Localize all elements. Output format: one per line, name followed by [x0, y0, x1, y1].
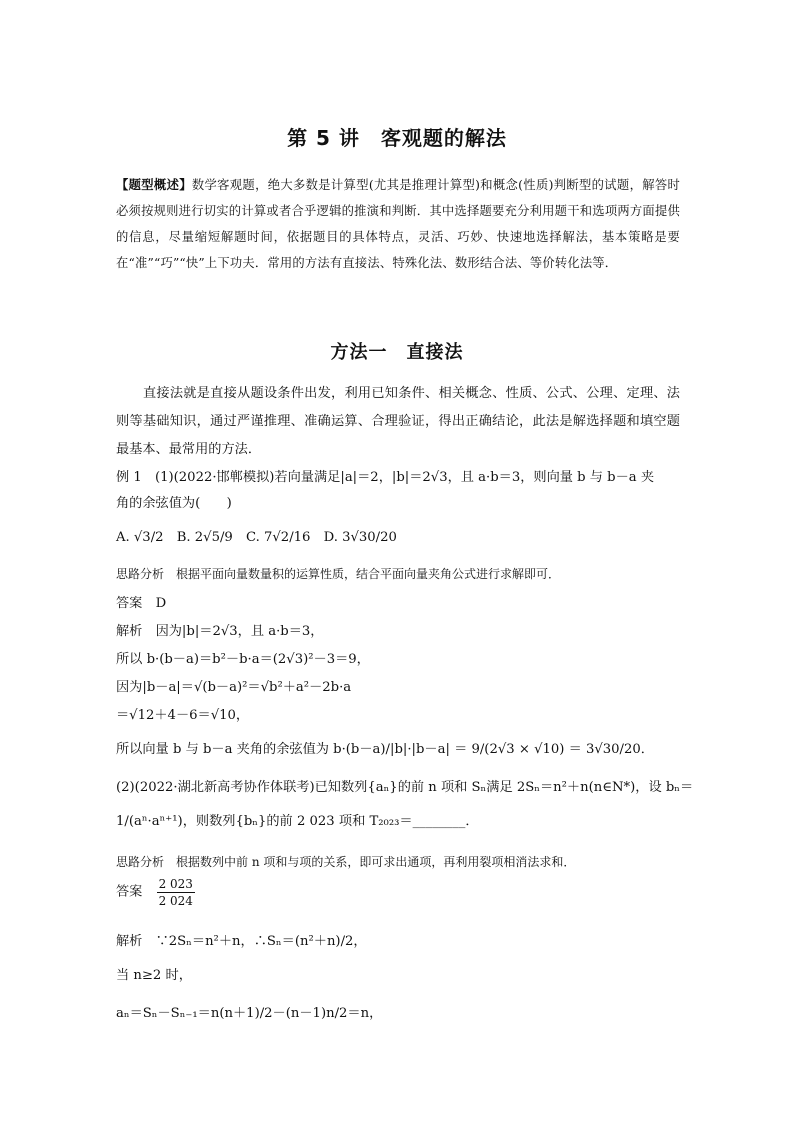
example1-solution-line4: ＝√12＋4－6＝√10， — [116, 708, 250, 723]
solution-label: 解析 — [116, 934, 143, 949]
page-title: 第 5 讲 客观题的解法 — [287, 126, 507, 150]
solution-label: 解析 — [116, 624, 143, 639]
example1-solution-line2: 所以 b·(b－a)＝b²－b·a＝(2√3)²－3＝9， — [116, 652, 370, 667]
example2-solution-line1 — [116, 932, 367, 952]
example1-prefix: 例 1 (1)(2022·邯郸模拟)若向量 — [116, 470, 314, 485]
answer-label: 答案 — [116, 884, 143, 900]
analysis-label: 思路分析 — [116, 567, 165, 581]
example1-options: A. √3/2 B. 2√5/9 C. 7√2/16 D. 3√30/20 — [116, 530, 397, 545]
example1-question-line1 — [116, 468, 654, 488]
example1-condition: 满足|a|＝2，|b|＝2√3，且 a·b＝3，则向量 b 与 b－a 夹 — [314, 470, 655, 485]
answer-value: D — [155, 596, 167, 611]
example2-solution-line2: 当 n≥2 时， — [116, 968, 192, 983]
answer-label: 答案 — [116, 596, 143, 611]
example1-solution-line1 — [116, 622, 323, 642]
overview-label: 【题型概述】 — [116, 178, 192, 192]
analysis-text: 根据数列中前 n 项和与项的关系，即可求出通项，再利用裂项相消法求和． — [176, 855, 576, 869]
example1-solution-line5: 所以向量 b 与 b－a 夹角的余弦值为 b·(b－a)/|b|·|b－a| ＝ 9/(2√3 × √10) ＝ 3√30/20． — [116, 742, 654, 757]
solution-text: ∵2Sₙ＝n²＋n，∴Sₙ＝(n²＋n)/2， — [155, 934, 367, 949]
analysis-text: 根据平面向量数量积的运算性质，结合平面向量夹角公式进行求解即可． — [176, 567, 561, 581]
answer-denominator: 2 024 — [158, 894, 193, 908]
section-heading: 方法一 直接法 — [330, 342, 464, 363]
overview-text: 数学客观题，绝大多数是计算型(尤其是推理计算型)和概念(性质)判断型的试题，解答时必须按规则进行切实的计算或者合乎逻辑的推演和判断．其中选择题要充分利用题干和选项两方面提供的信息，尽量缩短解题时间，依据题目的具体特点，灵活、巧妙、快速地选择解法，基本策略是要在“准”“巧”“快”上下功夫．常用的方法有直接法、特殊化法、数形结合法、等价转化法等． — [116, 178, 680, 270]
solution-text: 因为|b|＝2√3，且 a·b＝3， — [155, 624, 324, 639]
example2-answer — [116, 876, 196, 909]
example1-analysis — [116, 564, 560, 584]
overview-paragraph — [116, 172, 680, 276]
example2-solution-line3: aₙ＝Sₙ－Sₙ₋₁＝n(n＋1)/2－(n－1)n/2＝n， — [116, 1006, 383, 1021]
example2-question-line1: (2)(2022·湖北新高考协作体联考)已知数列{aₙ}的前 n 项和 Sₙ满足 2Sₙ＝n²＋n(n∈N*)，设 bₙ＝ — [116, 780, 694, 795]
example1-question-line2: 角的余弦值为( ) — [116, 496, 232, 511]
answer-fraction — [157, 876, 195, 909]
analysis-label: 思路分析 — [116, 855, 165, 869]
example2-question-line2: 1/(aⁿ·aⁿ⁺¹)，则数列{bₙ}的前 2 023 项和 T₂₀₂₃＝________． — [116, 814, 479, 829]
answer-numerator: 2 023 — [158, 877, 193, 891]
intro-paragraph: 直接法就是直接从题设条件出发，利用已知条件、相关概念、性质、公式、公理、定理、法则等基础知识，通过严谨推理、准确运算、合理验证，得出正确结论，此法是解选择题和填空题最基本、最常用的方法． — [116, 386, 680, 457]
example1-answer — [116, 594, 166, 614]
example2-analysis — [116, 852, 575, 872]
example1-solution-line3: 因为|b－a|＝√(b－a)²＝√b²＋a²－2b·a — [116, 680, 352, 695]
